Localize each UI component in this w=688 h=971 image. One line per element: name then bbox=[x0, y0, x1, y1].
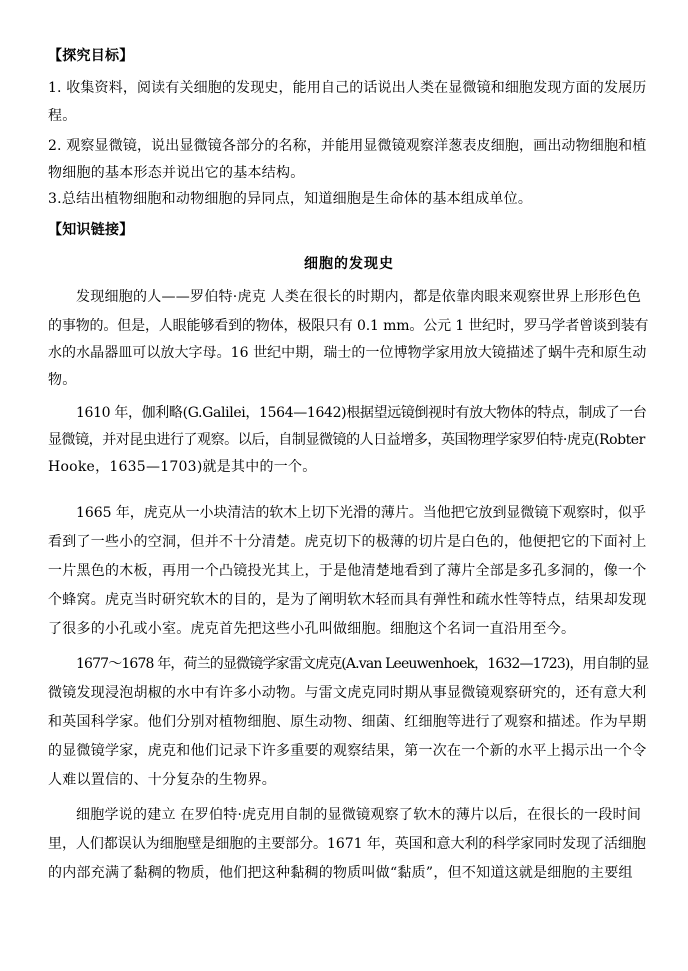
knowledge-heading: 【知识链接】 bbox=[48, 222, 134, 238]
article-line: 人难以置信的、十分复杂的生物界。 bbox=[48, 772, 276, 788]
article-line: 发现细胞的人——罗伯特·虎克 人类在很长的时期内，都是依靠肉眼来观察世界上形形色色 bbox=[76, 289, 642, 305]
article-line: 的显微镜学家，虎克和他们记录下许多重要的观察结果，第一次在一个新的水平上揭示出一个令 bbox=[48, 743, 647, 759]
article-line: 1665 年，虎克从一小块清洁的软木上切下光滑的薄片。当他把它放到显微镜下观察时，似乎 bbox=[76, 505, 646, 521]
goal-line-2: 2. 观察显微镜，说出显微镜各部分的名称，并能用显微镜观察洋葱表皮细胞，画出动物细胞和植 bbox=[48, 138, 647, 154]
article-line: 1610 年，伽利略(G.Galilei，1564—1642)根据望远镜倒视时有放大物体的特点，制成了一台 bbox=[76, 405, 647, 421]
article-line: 看到了一些小的空洞，但并不十分清楚。虎克切下的极薄的切片是白色的，他便把它的下面衬上 bbox=[48, 534, 647, 550]
article-line: 一片黑色的木板，再用一个凸镜投光其上，于是他清楚地看到了薄片全部是多孔多洞的，像一个 bbox=[48, 563, 647, 579]
article-line: 和英国科学家。他们分别对植物细胞、原生动物、细菌、红细胞等进行了观察和描述。作为早期 bbox=[48, 714, 647, 730]
article-line: 显微镜，并对昆虫进行了观察。以后，自制显微镜的人日益增多，英国物理学家罗伯特·虎克(Robter bbox=[48, 432, 645, 448]
article-line: 个蜂窝。虎克当时研究软木的目的，是为了阐明软木轻而具有弹性和疏水性等特点，结果却发现 bbox=[48, 592, 647, 608]
article-line: 水的水晶器皿可以放大字母。16 世纪中期，瑞士的一位博物学家用放大镜描述了蜗牛壳和原生动 bbox=[48, 345, 647, 361]
goal-line-3: 3.总结出植物细胞和动物细胞的异同点，知道细胞是生命体的基本组成单位。 bbox=[48, 191, 533, 207]
article-line: 的内部充满了黏稠的物质，他们把这种黏稠的物质叫做“黏质”，但不知道这就是细胞的主要组 bbox=[48, 865, 633, 881]
article-line: 1677～1678 年，荷兰的显微镜学家雷文虎克(A.van Leeuwenhoek，1632—1723)，用自制的显 bbox=[76, 656, 649, 672]
article-title: 细胞的发现史 bbox=[304, 256, 394, 272]
article-line: 微镜发现浸泡胡椒的水中有许多小动物。与雷文虎克同时期从事显微镜观察研究的，还有意大利 bbox=[48, 685, 647, 701]
article-line: 里，人们都误认为细胞壁是细胞的主要部分。1671 年，英国和意大利的科学家同时发现了活细胞 bbox=[48, 836, 646, 852]
article-line: 了很多的小孔或小室。虎克首先把这些小孔叫做细胞。细胞这个名词一直沿用至今。 bbox=[48, 621, 576, 637]
goals-heading: 【探究目标】 bbox=[48, 48, 134, 64]
goal-line-2-cont: 物细胞的基本形态并说出它的基本结构。 bbox=[48, 165, 305, 181]
article-line: 细胞学说的建立 在罗伯特·虎克用自制的显微镜观察了软木的薄片以后，在很长的一段时间 bbox=[76, 807, 642, 823]
article-line: 物。 bbox=[48, 372, 77, 388]
goal-line-1: 1. 收集资料，阅读有关细胞的发现史，能用自己的话说出人类在显微镜和细胞发现方面的发展历 bbox=[48, 80, 647, 96]
article-line: Hooke，1635—1703)就是其中的一个。 bbox=[48, 459, 317, 475]
article-line: 的事物的。但是，人眼能够看到的物体，极限只有 0.1 mm。公元 1 世纪时，罗马学者曾谈到装有 bbox=[48, 318, 649, 334]
goal-line-1-cont: 程。 bbox=[48, 108, 77, 124]
